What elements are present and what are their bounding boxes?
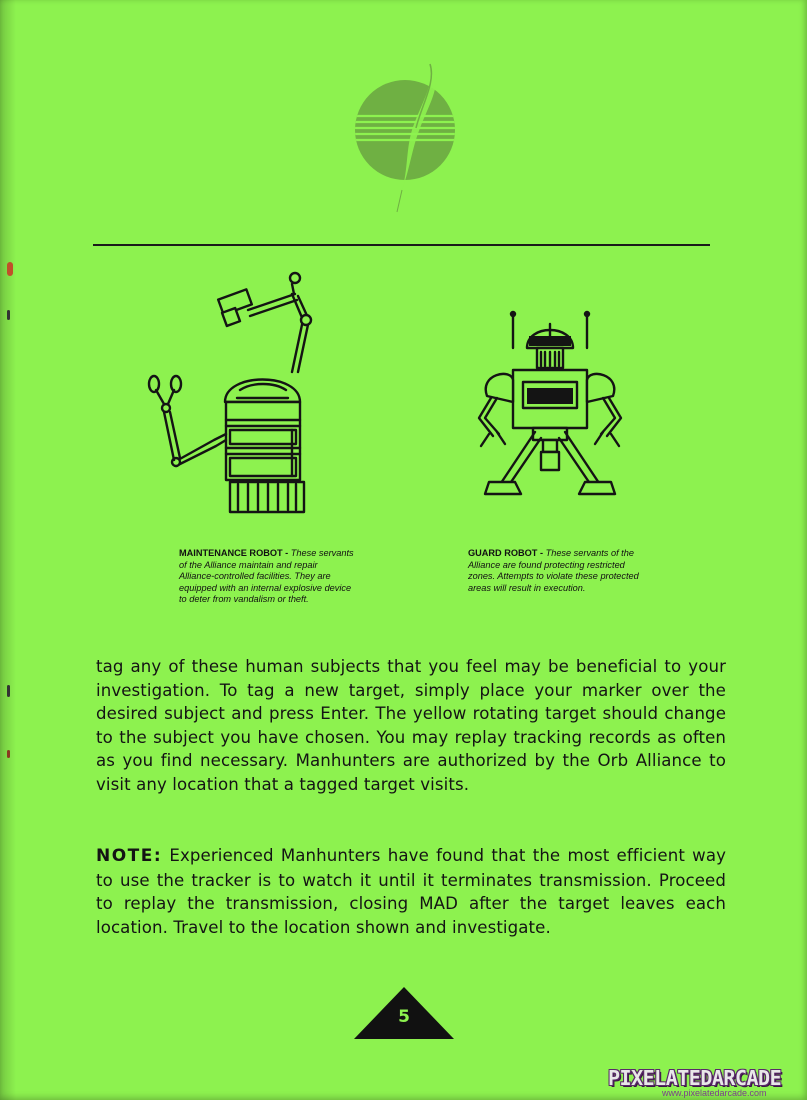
maintenance-robot-caption-title: MAINTENANCE ROBOT - xyxy=(179,548,289,558)
binding-mark xyxy=(7,310,10,320)
binding-mark xyxy=(7,685,10,697)
binding-mark xyxy=(7,750,10,758)
maintenance-robot-caption-body: These servants of the Alliance maintain and repair Alliance-controlled facilities. They are equipped with an internal explosive device to deter from vandalism or theft. xyxy=(179,548,354,605)
watermark-brand: PIXELATEDARCADE xyxy=(608,1066,782,1090)
page-number: 5 xyxy=(398,1007,410,1027)
orb-alliance-logo-icon xyxy=(350,50,460,220)
tracker-instructions-paragraph: tag any of these human subjects that you feel may be beneficial to your investigation. To tag a new target, simply place your marker over the desired subject and press Enter. The yellow rotating target should change to the subject you have chosen. You may replay tracking records as often as you find necessary. Manhunters are authorized by the Orb Alliance to visit any location that a tagged target visits. xyxy=(96,657,726,794)
note-paragraph xyxy=(96,844,726,939)
note-text: Experienced Manhunters have found that the most efficient way to use the tracker is to watch it until it terminates transmission. Proceed to replay the transmission, closing MAD after the target leaves each location. Travel to the location shown and investigate. xyxy=(96,846,727,937)
note-label: NOTE: xyxy=(96,846,163,866)
guard-robot-caption-title: GUARD ROBOT - xyxy=(468,548,544,558)
maintenance-robot-illustration xyxy=(140,262,340,522)
guard-robot-illustration xyxy=(465,310,635,515)
header-rule xyxy=(93,244,710,246)
page-number-badge xyxy=(352,985,456,1041)
binding-mark xyxy=(7,262,13,276)
watermark-url: www.pixelatedarcade.com xyxy=(662,1088,767,1098)
page-spine-shadow xyxy=(0,0,16,1100)
guard-robot-caption xyxy=(468,548,640,594)
guard-robot-caption-body: These servants of the Alliance are found protecting restricted zones. Attempts to violate these protected areas will result in execution. xyxy=(468,548,639,593)
maintenance-robot-caption xyxy=(179,548,354,606)
